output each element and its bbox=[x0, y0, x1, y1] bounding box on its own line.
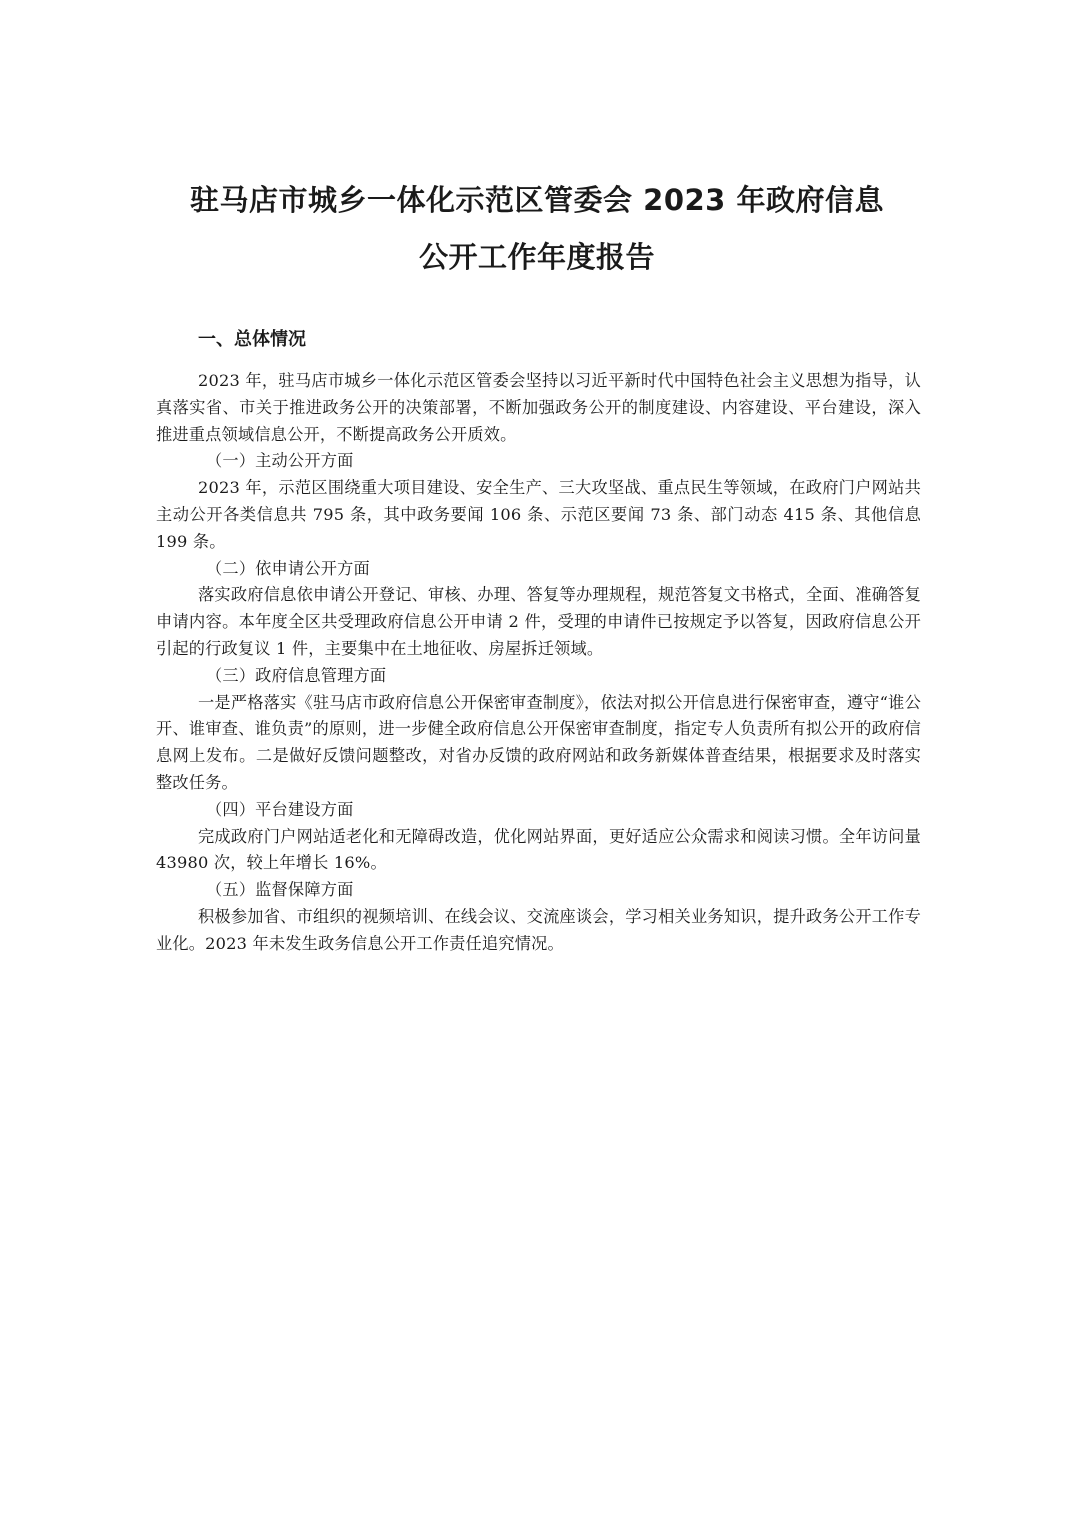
supervision-paragraph: 积极参加省、市组织的视频培训、在线会议、交流座谈会，学习相关业务知识，提升政务公开工作专业化。2023 年未发生政务信息公开工作责任追究情况。 bbox=[156, 906, 921, 953]
title-line-2: 公开工作年度报告 bbox=[418, 240, 655, 274]
document-title bbox=[150, 172, 924, 286]
subsection-heading-supervision: （五）监督保障方面 bbox=[206, 880, 354, 900]
application-disclosure-paragraph: 落实政府信息依申请公开登记、审核、办理、答复等办理规程，规范答复文书格式，全面、准确答复申请内容。本年度全区共受理政府信息公开申请 2 件，受理的申请件已按规定予以答复，因政府信息公开引起的行政复议 1 件，主要集中在土地征收、房屋拆迁领域。 bbox=[156, 585, 921, 658]
section-heading-overview: 一、总体情况 bbox=[198, 329, 306, 350]
overview-paragraph: 2023 年，驻马店市城乡一体化示范区管委会坚持以习近平新时代中国特色社会主义思想为指导，认真落实省、市关于推进政务公开的决策部署，不断加强政务公开的制度建设、内容建设、平台建设，深入推进重点领域信息公开，不断提高政务公开质效。 bbox=[156, 371, 921, 444]
title-line-1: 驻马店市城乡一体化示范区管委会 2023 年政府信息 bbox=[190, 183, 884, 217]
document-body bbox=[156, 322, 921, 958]
subsection-heading-information-management: （三）政府信息管理方面 bbox=[206, 665, 387, 685]
proactive-disclosure-paragraph: 2023 年，示范区围绕重大项目建设、安全生产、三大攻坚战、重点民生等领域，在政府门户网站共主动公开各类信息共 795 条，其中政务要闻 106 条、示范区要闻 73 条、部门动态 415 条、其他信息 199 条。 bbox=[156, 478, 921, 551]
subsection-heading-application-disclosure: （二）依申请公开方面 bbox=[206, 558, 370, 578]
subsection-heading-platform-construction: （四）平台建设方面 bbox=[206, 799, 354, 819]
information-management-paragraph: 一是严格落实《驻马店市政府信息公开保密审查制度》，依法对拟公开信息进行保密审查，遵守“谁公开、谁审查、谁负责”的原则，进一步健全政府信息公开保密审查制度，指定专人负责所有拟公开的政府信息网上发布。二是做好反馈问题整改，对省办反馈的政府网站和政务新媒体普查结果，根据要求及时落实整改任务。 bbox=[156, 692, 921, 792]
platform-construction-paragraph: 完成政府门户网站适老化和无障碍改造，优化网站界面，更好适应公众需求和阅读习惯。全年访问量 43980 次，较上年增长 16%。 bbox=[156, 826, 921, 873]
subsection-heading-proactive-disclosure: （一）主动公开方面 bbox=[206, 451, 354, 471]
